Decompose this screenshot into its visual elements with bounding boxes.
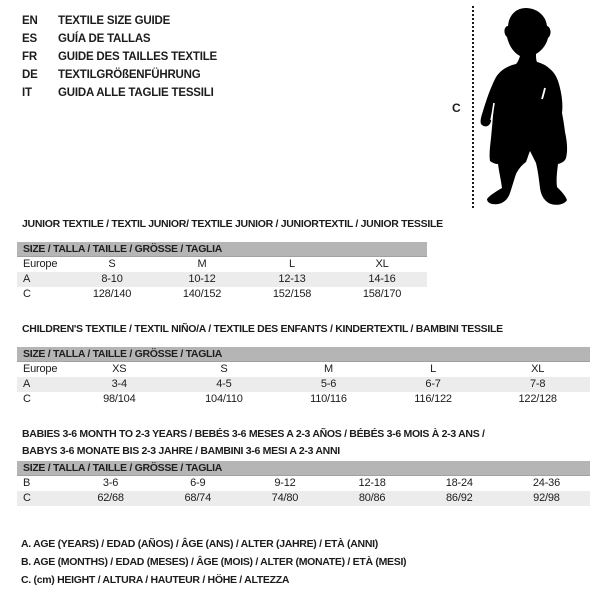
- size-value-cell: 12-13: [278, 273, 306, 285]
- size-value-cell: 128/140: [92, 288, 132, 300]
- junior-table-title: JUNIOR TEXTILE / TEXTIL JUNIOR/ TEXTILE JUNIOR / JUNIORTEXTIL / JUNIOR TESSILE: [22, 218, 443, 230]
- language-code: EN: [22, 15, 38, 27]
- size-value-cell: 18-24: [445, 477, 473, 489]
- size-table-row: [17, 476, 590, 491]
- babies-table-title: [22, 426, 485, 460]
- size-value-cell: 7-8: [530, 378, 546, 390]
- size-value-cell: L: [289, 258, 295, 270]
- size-value-cell: 110/116: [310, 393, 347, 405]
- size-value-cell: 6-7: [425, 378, 441, 390]
- size-table-row: [17, 491, 590, 506]
- language-code: DE: [22, 69, 38, 81]
- size-value-cell: 158/170: [362, 288, 402, 300]
- size-value-cell: 5-6: [320, 378, 337, 390]
- size-value-cell: 3-6: [102, 477, 119, 489]
- size-value-cell: 92/98: [533, 492, 560, 504]
- size-value-cell: 68/74: [184, 492, 212, 504]
- row-label: B: [23, 477, 31, 489]
- size-table-row: [17, 362, 590, 377]
- size-value-cell: M: [324, 363, 333, 375]
- row-label: C: [23, 492, 31, 504]
- size-table-row: [17, 272, 427, 287]
- size-value-cell: S: [108, 258, 116, 270]
- height-measure-dotted-line: [472, 6, 474, 208]
- language-label: GUIDE DES TAILLES TEXTILE: [58, 51, 217, 63]
- size-table-row: [17, 287, 427, 302]
- row-label: A: [23, 273, 31, 285]
- size-table-row: [17, 392, 590, 407]
- size-value-cell: 6-9: [190, 477, 206, 489]
- language-code: IT: [22, 87, 32, 99]
- size-value-cell: 140/152: [182, 288, 222, 300]
- size-value-cell: M: [197, 258, 207, 270]
- language-code: ES: [22, 33, 37, 45]
- row-label: C: [23, 393, 31, 405]
- legend-line-c: C. (cm) HEIGHT / ALTURA / HAUTEUR / HÖHE / ALTEZZA: [21, 574, 290, 586]
- size-value-cell: 4-5: [216, 378, 232, 390]
- size-value-cell: 12-18: [358, 477, 386, 489]
- size-value-cell: 80/86: [358, 492, 386, 504]
- junior-size-table: [17, 257, 427, 302]
- language-label: TEXTILGRÖßENFÜHRUNG: [58, 69, 201, 81]
- size-value-cell: 74/80: [271, 492, 299, 504]
- height-measure-label: C: [452, 101, 461, 115]
- language-row: [22, 48, 217, 66]
- row-label: Europe: [23, 363, 58, 375]
- size-value-cell: 86/92: [446, 492, 473, 504]
- language-label: GUIDA ALLE TAGLIE TESSILI: [58, 87, 214, 99]
- size-value-cell: 3-4: [111, 378, 127, 390]
- size-value-cell: 122/128: [518, 393, 557, 405]
- language-row: [22, 12, 217, 30]
- size-value-cell: 152/158: [272, 288, 312, 300]
- babies-size-table: [17, 476, 590, 506]
- language-list: [22, 12, 217, 102]
- size-table-row: [17, 377, 590, 392]
- size-value-cell: XL: [531, 363, 545, 375]
- language-row: [22, 30, 217, 48]
- children-table-title: CHILDREN'S TEXTILE / TEXTIL NIÑO/A / TEXTILE DES ENFANTS / KINDERTEXTIL / BAMBINI TESSILE: [22, 323, 503, 335]
- size-value-cell: 24-36: [532, 477, 561, 489]
- size-value-cell: XL: [375, 258, 389, 270]
- size-value-cell: 116/122: [414, 393, 452, 405]
- measure-legend: [21, 535, 406, 589]
- size-value-cell: 104/110: [205, 393, 243, 405]
- language-label: TEXTILE SIZE GUIDE: [58, 15, 171, 27]
- row-label: A: [23, 378, 31, 390]
- row-label: Europe: [23, 258, 58, 270]
- baby-silhouette-icon: [478, 4, 593, 209]
- size-value-cell: 9-12: [274, 477, 296, 489]
- language-row: [22, 66, 217, 84]
- babies-title-line1: BABIES 3-6 MONTH TO 2-3 YEARS / BEBÉS 3-6 MESES A 2-3 AÑOS / BÉBÉS 3-6 MOIS À 2-3 ANS /: [22, 428, 485, 440]
- babies-title-line2: BABYS 3-6 MONATE BIS 2-3 JAHRE / BAMBINI 3-6 MESI A 2-3 ANNI: [22, 445, 340, 457]
- babies-size-header-band: SIZE / TALLA / TAILLE / GRÖSSE / TAGLIA: [17, 461, 590, 476]
- size-value-cell: 10-12: [188, 273, 216, 285]
- language-code: FR: [22, 51, 37, 63]
- size-value-cell: XS: [112, 363, 127, 375]
- language-label: GUÍA DE TALLAS: [58, 33, 151, 45]
- size-value-cell: S: [220, 363, 228, 375]
- row-label: C: [23, 288, 31, 300]
- size-value-cell: 62/68: [97, 492, 124, 504]
- size-table-row: [17, 257, 427, 272]
- junior-size-header-band: SIZE / TALLA / TAILLE / GRÖSSE / TAGLIA: [17, 242, 427, 257]
- size-value-cell: 8-10: [101, 273, 123, 285]
- legend-line-a: A. AGE (YEARS) / EDAD (AÑOS) / ÂGE (ANS) / ALTER (JAHRE) / ETÀ (ANNI): [21, 538, 378, 550]
- children-size-header-band: SIZE / TALLA / TAILLE / GRÖSSE / TAGLIA: [17, 347, 590, 362]
- size-value-cell: 98/104: [103, 393, 136, 405]
- children-size-table: [17, 362, 590, 407]
- legend-line-b: B. AGE (MONTHS) / EDAD (MESES) / ÂGE (MOIS) / ALTER (MONATE) / ETÀ (MESI): [21, 556, 407, 568]
- language-row: [22, 84, 217, 102]
- size-value-cell: L: [430, 363, 437, 375]
- size-value-cell: 14-16: [368, 273, 396, 285]
